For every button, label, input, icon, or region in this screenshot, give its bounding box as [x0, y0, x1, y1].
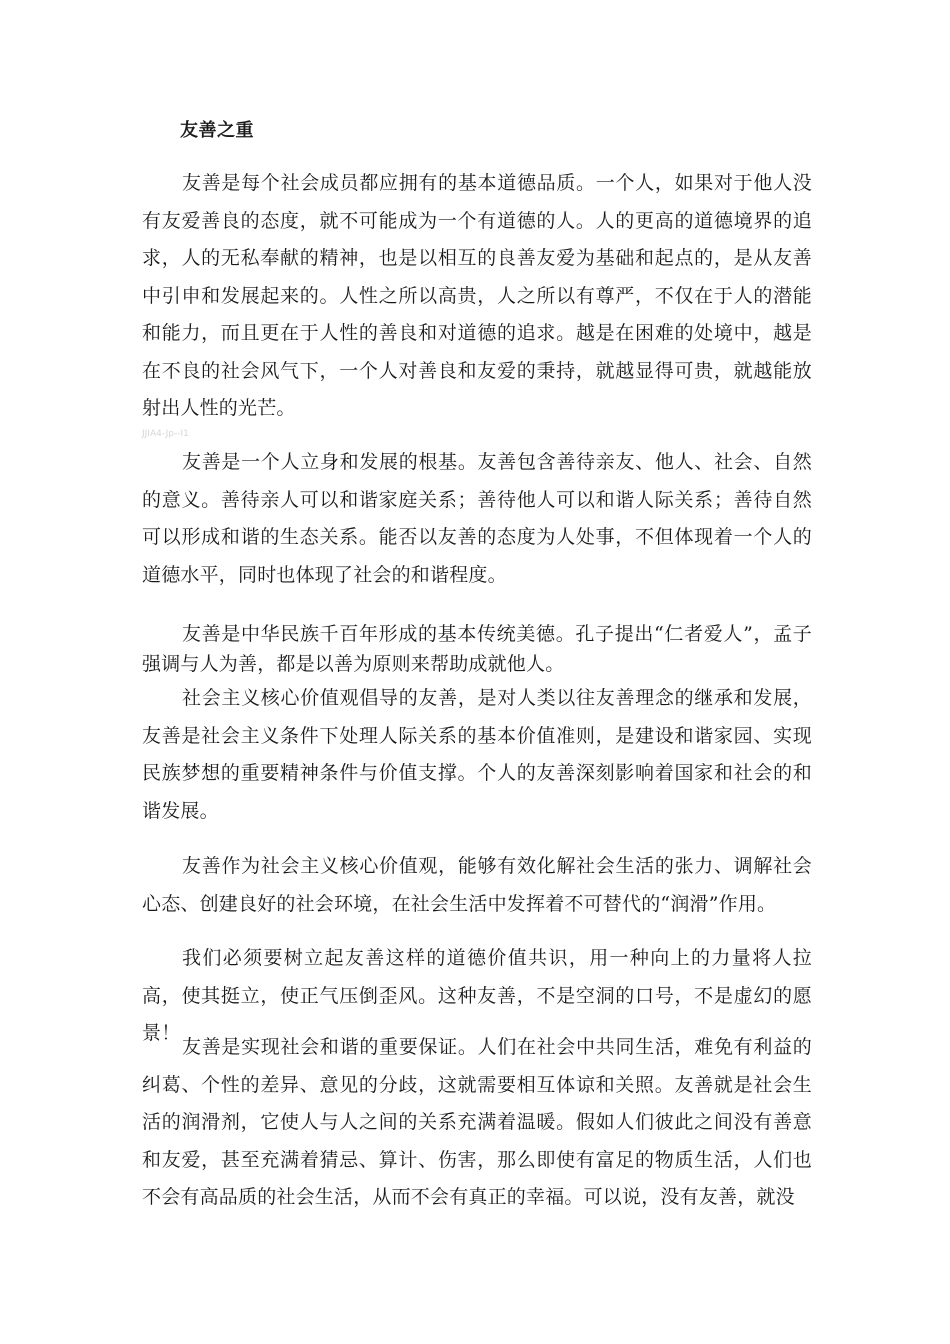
paragraph-social-harmony: 友善是实现社会和谐的重要保证。人们在社会中共同生活，难免有利益的纠葛、个性的差异、意见的分歧，这就需要相互体谅和关照。友善就是社会生活的润滑剂，它使人与人之间的关系充满着温暖。假如人们彼此之间没有善意和友爱，甚至充满着猜忌、算计、伤害，那么即使有富足的物质生活，人们也不会有高品质的社会生活，从而不会有真正的幸福。可以说，没有友善，就没	[142, 1036, 812, 1208]
paragraph-moral-quality: 友善是每个社会成员都应拥有的基本道德品质。一个人，如果对于他人没有友爱善良的态度，就不可能成为一个有道德的人。人的更高的道德境界的追求，人的无私奉献的精神，也是以相互的良善友爱为基础和起点的，是从友善中引申和发展起来的。人性之所以高贵，人之所以有尊严，不仅在于人的潜能和能力，而且更在于人性的善良和对道德的追求。越是在困难的处境中，越是在不良的社会风气下，一个人对善良和友爱的秉持，就越显得可贵，就越能放射出人性的光芒。	[142, 172, 812, 419]
paragraph-consensus: 我们必须要树立起友善这样的道德价值共识，用一种向上的力量将人拉高，使其挺立，使正气压倒歪风。这种友善，不是空洞的口号，不是虚幻的愿景！	[142, 947, 812, 1044]
document-title: 友善之重	[180, 120, 254, 141]
watermark-text: JJIA4-Jp--I1	[142, 429, 189, 439]
paragraph-foundation: 友善是一个人立身和发展的根基。友善包含善待亲友、他人、社会、自然的意义。善待亲人可以和谐家庭关系；善待他人可以和谐人际关系；善待自然可以形成和谐的生态关系。能否以友善的态度为人处事，不但体现着一个人的道德水平，同时也体现了社会的和谐程度。	[142, 451, 812, 586]
paragraph-tradition: 友善是中华民族千百年形成的基本传统美德。孔子提出“仁者爱人”，孟子强调与人为善，都是以善为原则来帮助成就他人。	[142, 623, 812, 675]
paragraph-core-values: 社会主义核心价值观倡导的友善，是对人类以往友善理念的继承和发展，友善是社会主义条件下处理人际关系的基本价值准则，是建设和谐家园、实现民族梦想的重要精神条件与价值支撑。个人的友善深刻影响着国家和社会的和谐发展。	[142, 687, 812, 822]
paragraph-lubricant-role: 友善作为社会主义核心价值观，能够有效化解社会生活的张力、调解社会心态、创建良好的社会环境，在社会生活中发挥着不可替代的“润滑”作用。	[142, 855, 812, 915]
